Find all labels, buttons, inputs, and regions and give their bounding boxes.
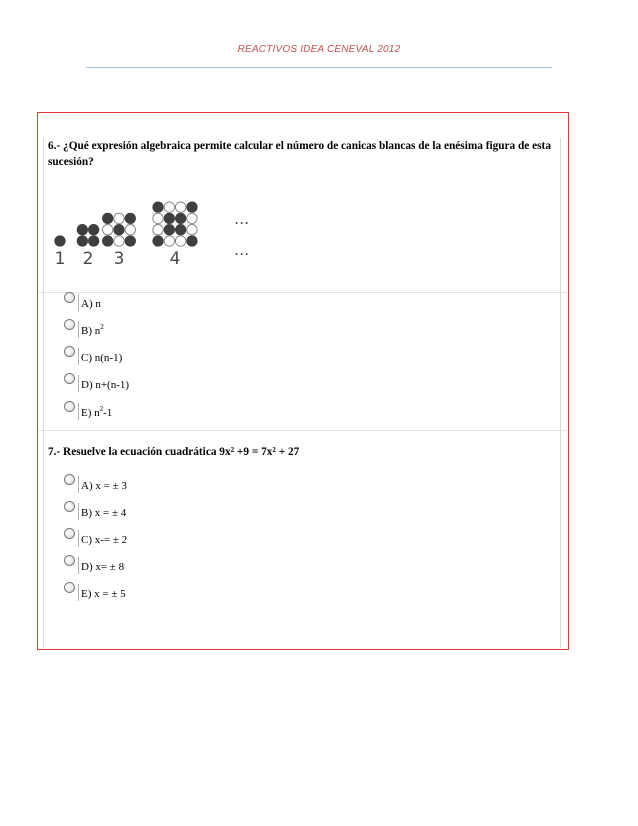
radio-button[interactable] <box>64 319 75 330</box>
dark-marble <box>175 213 185 223</box>
option-divider <box>78 294 79 311</box>
page-header: REACTIVOS IDEA CENEVAL 2012 <box>237 44 401 55</box>
dark-marble <box>153 202 163 212</box>
option-label: D) x= ± 8 <box>81 561 125 573</box>
question-7-text: 7.- Resuelve la ecuación cuadrática $9x^2 +9 = 7x^2 + 27$ <box>48 446 300 458</box>
option-label: C) x-= ± 2 <box>81 534 128 546</box>
frame-inner-right <box>560 138 561 648</box>
dark-marble <box>55 236 65 246</box>
dark-marble <box>103 236 113 246</box>
divider <box>38 292 567 293</box>
dark-marble <box>125 236 135 246</box>
option-label: C) n(n-1) <box>81 352 123 364</box>
figure-label-3: 3 <box>113 249 125 266</box>
option-label: A) n <box>81 298 101 310</box>
dark-marble <box>88 236 98 246</box>
dark-marble <box>153 236 163 246</box>
white-marble <box>175 202 185 212</box>
ellipsis-bottom: ... <box>234 240 250 259</box>
figure-label-4: 4 <box>169 249 181 266</box>
option-divider <box>78 348 79 365</box>
white-marble <box>114 236 124 246</box>
option-divider <box>78 476 79 493</box>
marble-sequence-figure <box>48 192 258 266</box>
ellipsis-top: ... <box>234 209 250 228</box>
option-label: B) x = ± 4 <box>81 507 127 519</box>
white-marble <box>187 225 197 235</box>
radio-button[interactable] <box>64 292 75 303</box>
dark-marble <box>164 225 174 235</box>
question-6-text: 6.- ¿Qué expresión algebraica permite calcular el número de canicas blancas de la enésima figura de esta sucesión? <box>48 140 551 168</box>
marbles <box>55 202 197 246</box>
option-divider <box>78 503 79 520</box>
figure-label-2: 2 <box>82 249 94 266</box>
white-marble <box>153 213 163 223</box>
radio-button[interactable] <box>64 555 75 566</box>
white-marble <box>164 236 174 246</box>
radio-button[interactable] <box>64 346 75 357</box>
dark-marble <box>175 225 185 235</box>
dark-marble <box>164 213 174 223</box>
option-label: A) x = ± 3 <box>81 480 127 492</box>
frame-inner-left <box>43 138 44 648</box>
dark-marble <box>103 213 113 223</box>
white-marble <box>114 213 124 223</box>
option-label: E) x = ± 5 <box>81 588 126 600</box>
radio-button[interactable] <box>64 401 75 412</box>
divider <box>38 430 567 431</box>
dark-marble <box>88 225 98 235</box>
dark-marble <box>114 225 124 235</box>
white-marble <box>153 225 163 235</box>
figure-label-1: 1 <box>54 249 66 266</box>
white-marble <box>175 236 185 246</box>
radio-button[interactable] <box>64 582 75 593</box>
option-divider <box>78 584 79 601</box>
figure-labels <box>55 249 181 266</box>
dark-marble <box>187 236 197 246</box>
header-rule <box>86 67 552 68</box>
white-marble <box>125 225 135 235</box>
option-label: E) $n^2-1$ <box>81 405 113 419</box>
radio-button[interactable] <box>64 501 75 512</box>
dark-marble <box>125 213 135 223</box>
radio-button[interactable] <box>64 373 75 384</box>
option-label: B) $n^2$ <box>81 323 104 337</box>
option-label: D) n+(n-1) <box>81 379 130 391</box>
radio-button[interactable] <box>64 474 75 485</box>
radio-button[interactable] <box>64 528 75 539</box>
option-divider <box>78 321 79 338</box>
option-divider <box>78 403 79 420</box>
option-divider <box>78 530 79 547</box>
white-marble <box>164 202 174 212</box>
dark-marble <box>187 202 197 212</box>
dark-marble <box>77 225 87 235</box>
option-divider <box>78 557 79 574</box>
white-marble <box>187 213 197 223</box>
white-marble <box>103 225 113 235</box>
option-divider <box>78 375 79 392</box>
dark-marble <box>77 236 87 246</box>
